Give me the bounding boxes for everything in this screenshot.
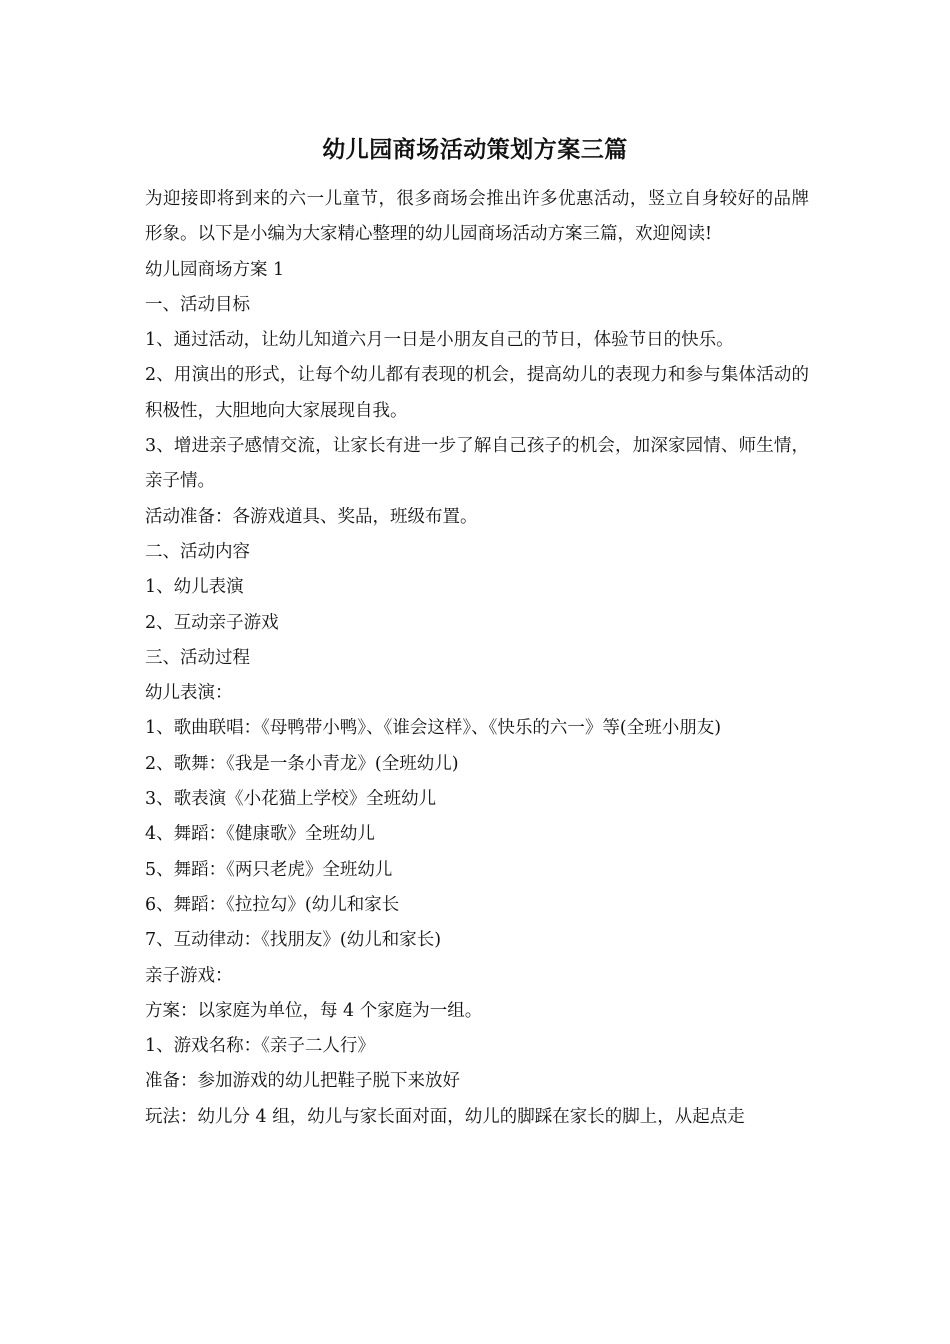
body-paragraph: 6、舞蹈：《拉拉勾》(幼儿和家长: [145, 894, 400, 915]
document-body: [145, 182, 809, 1135]
body-paragraph: 活动准备：各游戏道具、奖品，班级布置。: [145, 506, 478, 527]
body-paragraph: 方案：以家庭为单位，每 4 个家庭为一组。: [145, 1000, 483, 1021]
section-heading: 幼儿园商场方案 1: [145, 259, 285, 280]
section-heading: 亲子游戏：: [145, 965, 233, 986]
body-paragraph: 3、增进亲子感情交流，让家长有进一步了解自己孩子的机会，加深家园情、师生情，亲子情。: [145, 436, 809, 492]
body-paragraph: 1、歌曲联唱：《母鸭带小鸭》、《谁会这样》、《快乐的六一》等(全班小朋友): [145, 718, 722, 739]
body-paragraph: 玩法：幼儿分 4 组，幼儿与家长面对面，幼儿的脚踩在家长的脚上，从起点走: [145, 1106, 745, 1127]
body-paragraph: 2、互动亲子游戏: [145, 612, 279, 633]
body-paragraph: 2、用演出的形式，让每个幼儿都有表现的机会，提高幼儿的表现力和参与集体活动的积极性，大胆地向大家展现自我。: [145, 365, 809, 421]
body-paragraph: 1、通过活动，让幼儿知道六月一日是小朋友自己的节日，体验节日的快乐。: [145, 330, 734, 351]
intro-paragraph: 为迎接即将到来的六一儿童节，很多商场会推出许多优惠活动，竖立自身较好的品牌形象。以下是小编为大家精心整理的幼儿园商场活动方案三篇，欢迎阅读!: [145, 189, 809, 245]
document-title: 幼儿园商场活动策划方案三篇: [322, 136, 628, 163]
section-heading: 幼儿表演：: [145, 683, 233, 704]
body-paragraph: 1、幼儿表演: [145, 577, 244, 598]
body-paragraph: 5、舞蹈：《两只老虎》全班幼儿: [145, 859, 393, 880]
body-paragraph: 4、舞蹈：《健康歌》全班幼儿: [145, 824, 375, 845]
section-heading: 二、活动内容: [145, 541, 250, 562]
body-paragraph: 7、互动律动：《找朋友》(幼儿和家长): [145, 930, 442, 951]
body-paragraph: 准备：参加游戏的幼儿把鞋子脱下来放好: [145, 1071, 460, 1092]
body-paragraph: 1、游戏名称：《亲子二人行》: [145, 1036, 375, 1057]
section-heading: 三、活动过程: [145, 647, 250, 668]
body-paragraph: 3、歌表演《小花猫上学校》全班幼儿: [145, 789, 437, 810]
body-paragraph: 2、歌舞：《我是一条小青龙》(全班幼儿): [145, 753, 459, 774]
section-heading: 一、活动目标: [145, 294, 250, 315]
